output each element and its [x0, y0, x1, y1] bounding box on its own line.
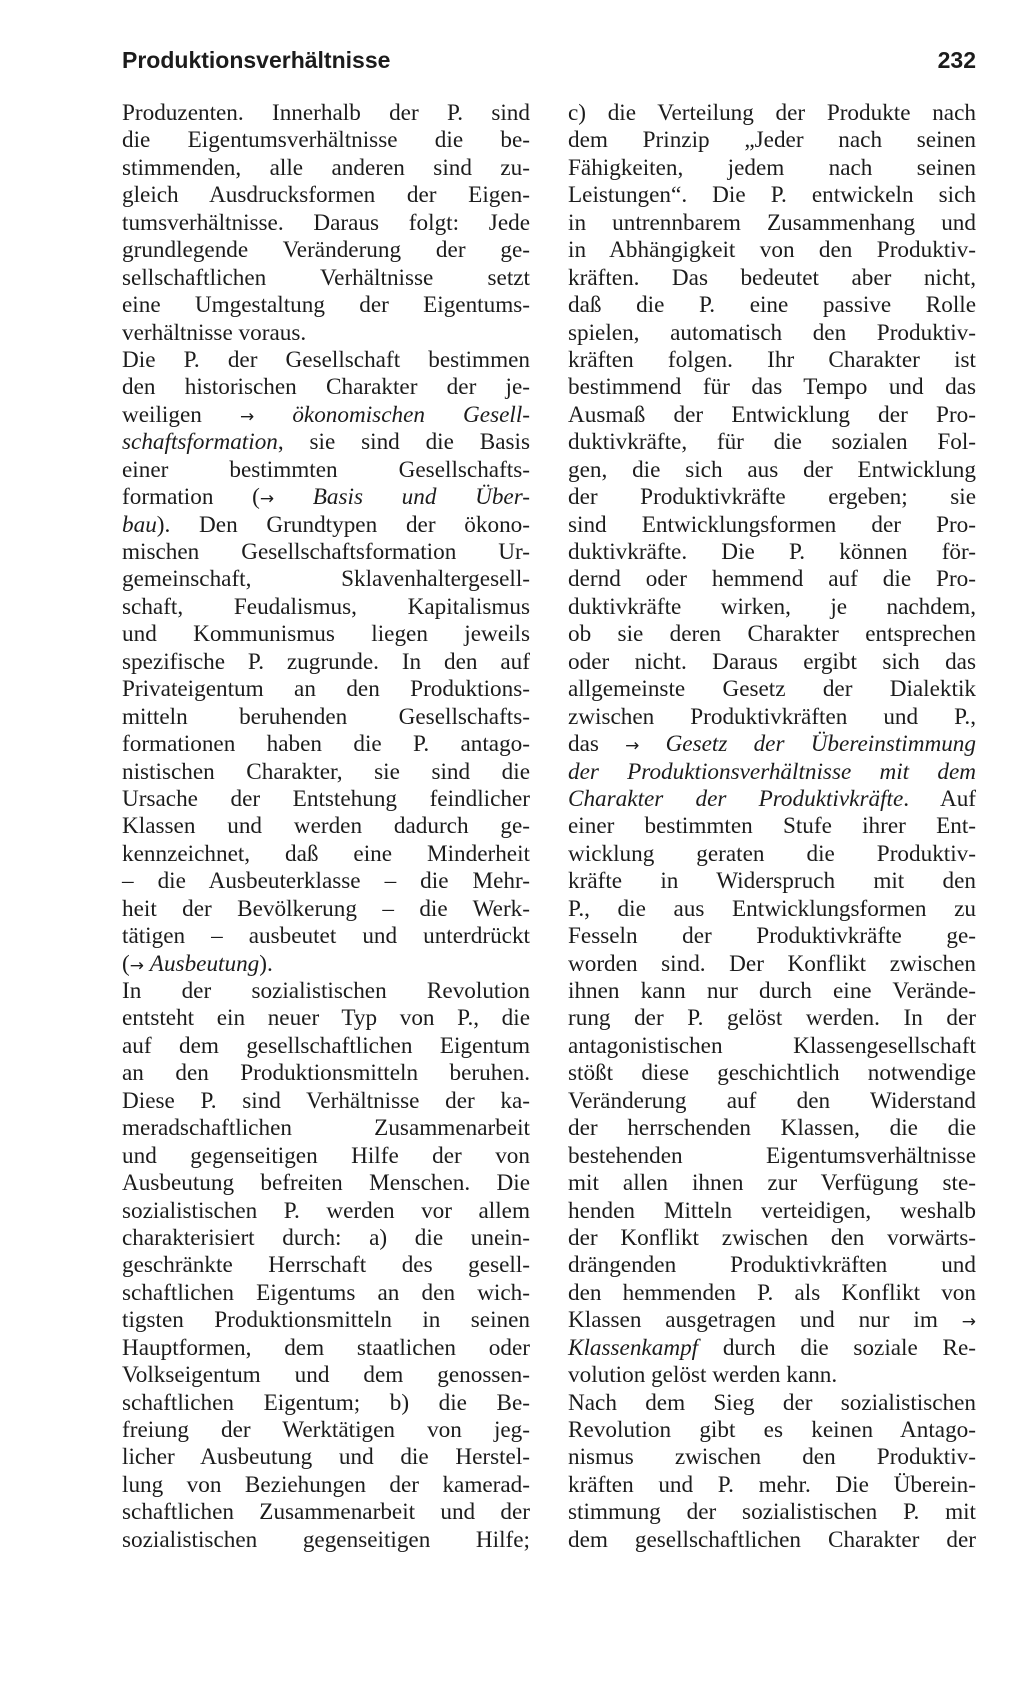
line-text: kräfte in Widerspruch mit den [568, 868, 976, 895]
line-text: und Kommunismus liegen jeweils [122, 621, 530, 648]
line-text: ). Den Grundtypen der ökono- [156, 511, 530, 538]
text-line [568, 594, 976, 621]
line-text: ihnen kann nur durch eine Verände- [568, 978, 976, 1004]
line-text: duktivkräfte wirken, je nachdem, [568, 593, 976, 620]
line-text: gen, die sich aus der Entwicklung [568, 456, 976, 483]
text-line [568, 813, 976, 840]
text-line [568, 237, 976, 264]
line-text: schaftlichen Eigentums an den wich- [122, 1279, 530, 1306]
line-text: daß die P. eine passive Rolle [568, 292, 976, 319]
text-line [568, 1170, 976, 1197]
line-text: Klassen und werden dadurch ge- [122, 813, 530, 840]
line-text: der Konflikt zwischen den vorwärts- [568, 1224, 976, 1251]
text-line [122, 402, 530, 429]
left-text-column [122, 100, 530, 1554]
line-text: mit allen ihnen zur Verfügung ste- [568, 1170, 976, 1197]
text-line [122, 265, 530, 292]
line-text: die Eigentumsverhältnisse die be- [122, 127, 530, 154]
text-line [122, 320, 530, 347]
text-line [122, 1088, 530, 1115]
text-line [122, 100, 530, 127]
text-line [568, 1060, 976, 1087]
text-line [568, 1335, 976, 1362]
text-line [122, 429, 530, 456]
line-text: meradschaftlichen Zusammenarbeit [122, 1115, 530, 1142]
line-text: mitteln beruhenden Gesellschafts- [122, 703, 530, 730]
text-line [122, 127, 530, 154]
line-text: In der sozialistischen Revolution [122, 978, 530, 1004]
text-line [568, 512, 976, 539]
line-text: der herrschenden Klassen, die die [568, 1115, 976, 1142]
line-text: lung von Beziehungen der kamerad- [122, 1471, 530, 1498]
cross-reference-term: der Produktionsverhältnisse mit dem [568, 758, 976, 785]
line-text: Veränderung auf den Widerstand [568, 1087, 976, 1114]
line-text: weiligen [122, 401, 240, 428]
line-text: stimmenden, alle anderen sind zu- [122, 154, 530, 181]
line-text: eine Umgestaltung der Eigentums- [122, 292, 530, 319]
line-text: henden Mitteln verteidigen, weshalb [568, 1197, 976, 1224]
line-text: in Abhängigkeit von den Produktiv- [568, 237, 976, 264]
line-text: kennzeichnet, daß eine Minderheit [122, 840, 530, 867]
text-line [568, 539, 976, 566]
text-line [568, 1280, 976, 1307]
text-line [122, 841, 530, 868]
text-line [122, 1335, 530, 1362]
line-text: geschränkte Herrschaft des gesell- [122, 1252, 530, 1279]
line-text: , sie sind die Basis [277, 429, 530, 456]
text-line [568, 1417, 976, 1444]
text-line [122, 210, 530, 237]
line-text: sozialistischen gegenseitigen Hilfe; [122, 1526, 530, 1553]
text-line [568, 704, 976, 731]
line-text: allgemeinste Gesetz der Dialektik [568, 676, 976, 703]
line-text: spielen, automatisch den Produktiv- [568, 319, 976, 346]
line-text: gleich Ausdrucksformen der Eigen- [122, 182, 530, 209]
line-text: kräften. Das bedeutet aber nicht, [568, 264, 976, 291]
text-line [568, 649, 976, 676]
text-line [568, 402, 976, 429]
line-text: kräften folgen. Ihr Charakter ist [568, 346, 976, 373]
text-line [122, 676, 530, 703]
line-text: an den Produktionsmitteln beruhen. [122, 1060, 530, 1087]
text-line [568, 320, 976, 347]
text-line [568, 1307, 976, 1334]
text-line [568, 1143, 976, 1170]
line-text: einer bestimmten Gesellschafts- [122, 456, 530, 483]
text-line [568, 1005, 976, 1032]
line-text: Fesseln der Produktivkräfte ge- [568, 923, 976, 950]
text-line [568, 786, 976, 813]
text-line [122, 484, 530, 511]
text-line [122, 704, 530, 731]
line-text: durch die soziale Re- [698, 1334, 976, 1361]
text-line [122, 1280, 530, 1307]
text-line [568, 923, 976, 950]
text-line [122, 1527, 530, 1554]
running-head [122, 42, 976, 78]
line-text: Ausbeutung befreiten Menschen. Die [122, 1170, 530, 1197]
line-text: mischen Gesellschaftsformation Ur- [122, 539, 530, 565]
text-line [122, 539, 530, 566]
line-text: duktivkräfte, für die sozialen Fol- [568, 429, 976, 456]
line-text: duktivkräfte. Die P. können för- [568, 539, 976, 565]
line-text: P., die aus Entwicklungsformen zu [568, 895, 976, 922]
cross-reference-term: ökonomischen Gesell- [292, 401, 531, 428]
line-text: Privateigentum an den Produktions- [122, 676, 530, 703]
cross-reference-arrow-icon: → [625, 736, 640, 757]
text-line [568, 951, 976, 978]
text-line [568, 265, 976, 292]
text-line [568, 429, 976, 456]
text-line [122, 374, 530, 401]
line-text: ( [122, 950, 130, 977]
line-text: formationen haben die P. antago- [122, 731, 530, 758]
line-text: sozialistischen P. werden vor allem [122, 1197, 530, 1224]
line-text: nismus zwischen den Produktiv- [568, 1444, 976, 1471]
line-text: antagonistischen Klassengesellschaft [568, 1032, 976, 1059]
line-text: Nach dem Sieg der sozialistischen [568, 1389, 976, 1416]
text-line [122, 731, 530, 758]
text-line [568, 292, 976, 319]
line-text: Ursache der Entstehung feindlicher [122, 785, 530, 812]
text-line [568, 1088, 976, 1115]
text-line [122, 1252, 530, 1279]
line-text: sellschaftlichen Verhältnisse setzt [122, 264, 530, 291]
text-line [568, 841, 976, 868]
text-line [122, 1499, 530, 1526]
line-text: den hemmenden P. als Konflikt von [568, 1279, 976, 1306]
text-line [568, 868, 976, 895]
line-text: spezifische P. zugrunde. In den auf [122, 648, 530, 675]
text-line [122, 759, 530, 786]
text-line [568, 1472, 976, 1499]
text-line [122, 896, 530, 923]
line-text: c) die Verteilung der Produkte nach [568, 100, 976, 126]
text-line [122, 566, 530, 593]
line-text: einer bestimmten Stufe ihrer Ent- [568, 813, 976, 840]
line-text: das [568, 731, 626, 758]
line-text: tigsten Produktionsmitteln in seinen [122, 1307, 530, 1334]
text-line [568, 182, 976, 209]
line-text: formation ( [122, 484, 260, 511]
text-line [122, 155, 530, 182]
line-text: kräften und P. mehr. Die Überein- [568, 1471, 976, 1498]
text-line [122, 621, 530, 648]
text-line [568, 1390, 976, 1417]
text-line [122, 649, 530, 676]
line-text: zwischen Produktivkräften und P., [568, 703, 976, 730]
text-line [122, 978, 530, 1005]
text-line [122, 512, 530, 539]
text-line [568, 374, 976, 401]
line-text: bestimmend für das Tempo und das [568, 374, 976, 401]
text-line [568, 100, 976, 127]
right-text-column [568, 100, 976, 1554]
text-line [122, 1033, 530, 1060]
line-text: den historischen Charakter der je- [122, 374, 530, 401]
cross-reference-term: schaftsformation [122, 429, 278, 456]
line-text: ). [259, 950, 273, 977]
cross-reference-arrow-icon: → [239, 406, 255, 427]
line-text: entsteht ein neuer Typ von P., die [122, 1005, 530, 1032]
text-line [122, 1417, 530, 1444]
line-text: Ausmaß der Entwicklung der Pro- [568, 401, 976, 428]
line-text: schaftlichen Eigentum; b) die Be- [122, 1389, 530, 1416]
text-line [568, 896, 976, 923]
text-line [568, 1225, 976, 1252]
line-text: . Auf [903, 785, 977, 812]
line-text: Revolution gibt es keinen Antago- [568, 1417, 976, 1443]
text-line [122, 923, 530, 950]
line-text: schaftlichen Zusammenarbeit und der [122, 1499, 530, 1526]
text-line [568, 621, 976, 648]
text-line [122, 1198, 530, 1225]
cross-reference-arrow-icon: → [129, 955, 144, 976]
line-text: stimmung der sozialistischen P. mit [568, 1499, 976, 1526]
text-line [568, 978, 976, 1005]
line-text: freiung der Werktätigen von jeg- [122, 1417, 530, 1443]
line-text: sind Entwicklungsformen der Pro- [568, 511, 976, 538]
line-text: dernd oder hemmend auf die Pro- [568, 566, 976, 593]
cross-reference-term: Gesetz der Übereinstimmung [665, 731, 976, 758]
text-line [122, 1472, 530, 1499]
text-line [122, 182, 530, 209]
text-line [568, 210, 976, 237]
line-text: charakterisiert durch: a) die unein- [122, 1224, 530, 1251]
text-line [122, 1060, 530, 1087]
text-line [568, 1444, 976, 1471]
line-text: Hauptformen, dem staatlichen oder [122, 1334, 530, 1361]
line-text: worden sind. Der Konflikt zwischen [568, 950, 976, 977]
text-line [568, 457, 976, 484]
line-text: dem gesellschaftlichen Charakter der [568, 1526, 976, 1553]
text-line [122, 1115, 530, 1142]
text-line [568, 347, 976, 374]
text-line [568, 155, 976, 182]
text-line [568, 1527, 976, 1554]
line-text: Die P. der Gesellschaft bestimmen [122, 346, 530, 373]
text-line [122, 1362, 530, 1389]
line-text: drängenden Produktivkräften und [568, 1252, 976, 1279]
text-line [122, 594, 530, 621]
line-text: Diese P. sind Verhältnisse der ka- [122, 1087, 530, 1114]
line-text: und gegenseitigen Hilfe der von [122, 1142, 530, 1169]
line-text: stößt diese geschichtlich notwendige [568, 1060, 976, 1087]
line-text: verhältnisse voraus. [122, 319, 307, 346]
line-text: tumsverhältnisse. Daraus folgt: Jede [122, 209, 530, 236]
text-line [122, 786, 530, 813]
text-line [568, 127, 976, 154]
line-text: heit der Bevölkerung – die Werk- [122, 895, 530, 922]
text-line [568, 676, 976, 703]
cross-reference-term: Basis und Über- [312, 484, 530, 511]
text-line [568, 731, 976, 758]
line-text: Leistungen“. Die P. entwickeln sich [568, 182, 976, 209]
text-line [568, 1362, 976, 1389]
text-line [568, 1499, 976, 1526]
line-text: ob sie deren Charakter entsprechen [568, 621, 976, 648]
text-line [568, 566, 976, 593]
text-line [568, 1198, 976, 1225]
line-text: – die Ausbeuterklasse – die Mehr- [122, 868, 530, 895]
cross-reference-term: bau [122, 511, 157, 538]
text-line [568, 1033, 976, 1060]
cross-reference-term: Charakter der Produktivkräfte [568, 785, 904, 812]
text-line [568, 1252, 976, 1279]
line-text: Produzenten. Innerhalb der P. sind [122, 100, 530, 126]
line-text: licher Ausbeutung und die Herstel- [122, 1444, 530, 1471]
cross-reference-arrow-icon: → [259, 489, 275, 510]
text-line [122, 292, 530, 319]
line-text: Klassen ausgetragen und nur im [568, 1307, 962, 1334]
line-text: dem Prinzip „Jeder nach seinen [568, 127, 976, 154]
line-text: in untrennbarem Zusammenhang und [568, 209, 976, 236]
text-line [122, 813, 530, 840]
text-line [122, 1307, 530, 1334]
cross-reference-arrow-icon: → [961, 1312, 976, 1333]
line-text: nistischen Charakter, sie sind die [122, 758, 530, 785]
line-text: auf dem gesellschaftlichen Eigentum [122, 1032, 530, 1059]
cross-reference-term: Ausbeutung [149, 950, 260, 977]
cross-reference-term: Klassenkampf [568, 1334, 699, 1361]
line-text: volution gelöst werden kann. [568, 1362, 838, 1389]
line-text: der Produktivkräfte ergeben; sie [568, 484, 976, 511]
text-line [122, 1170, 530, 1197]
line-text: gemeinschaft, Sklavenhaltergesell- [122, 566, 530, 593]
line-text: tätigen – ausbeutet und unterdrückt [122, 923, 530, 950]
line-text: wicklung geraten die Produktiv- [568, 840, 976, 867]
text-line [122, 1143, 530, 1170]
text-line [122, 868, 530, 895]
text-line [122, 237, 530, 264]
line-text: rung der P. gelöst werden. In der [568, 1005, 976, 1032]
text-line [122, 1444, 530, 1471]
line-text: oder nicht. Daraus ergibt sich das [568, 648, 976, 675]
line-text: Fähigkeiten, jedem nach seinen [568, 154, 976, 181]
line-text: bestehenden Eigentumsverhältnisse [568, 1142, 976, 1169]
page-title: Produktionsverhältnisse [122, 47, 391, 73]
text-line [122, 1225, 530, 1252]
text-line [122, 457, 530, 484]
text-line [122, 1390, 530, 1417]
line-text: schaft, Feudalismus, Kapitalismus [122, 593, 530, 620]
text-line [122, 347, 530, 374]
text-line [568, 484, 976, 511]
text-line [568, 1115, 976, 1142]
page-number: 232 [937, 47, 976, 73]
text-line [122, 1005, 530, 1032]
line-text: Volkseigentum und dem genossen- [122, 1362, 530, 1389]
text-line [568, 759, 976, 786]
line-text: grundlegende Veränderung der ge- [122, 237, 530, 264]
text-line [122, 951, 530, 978]
